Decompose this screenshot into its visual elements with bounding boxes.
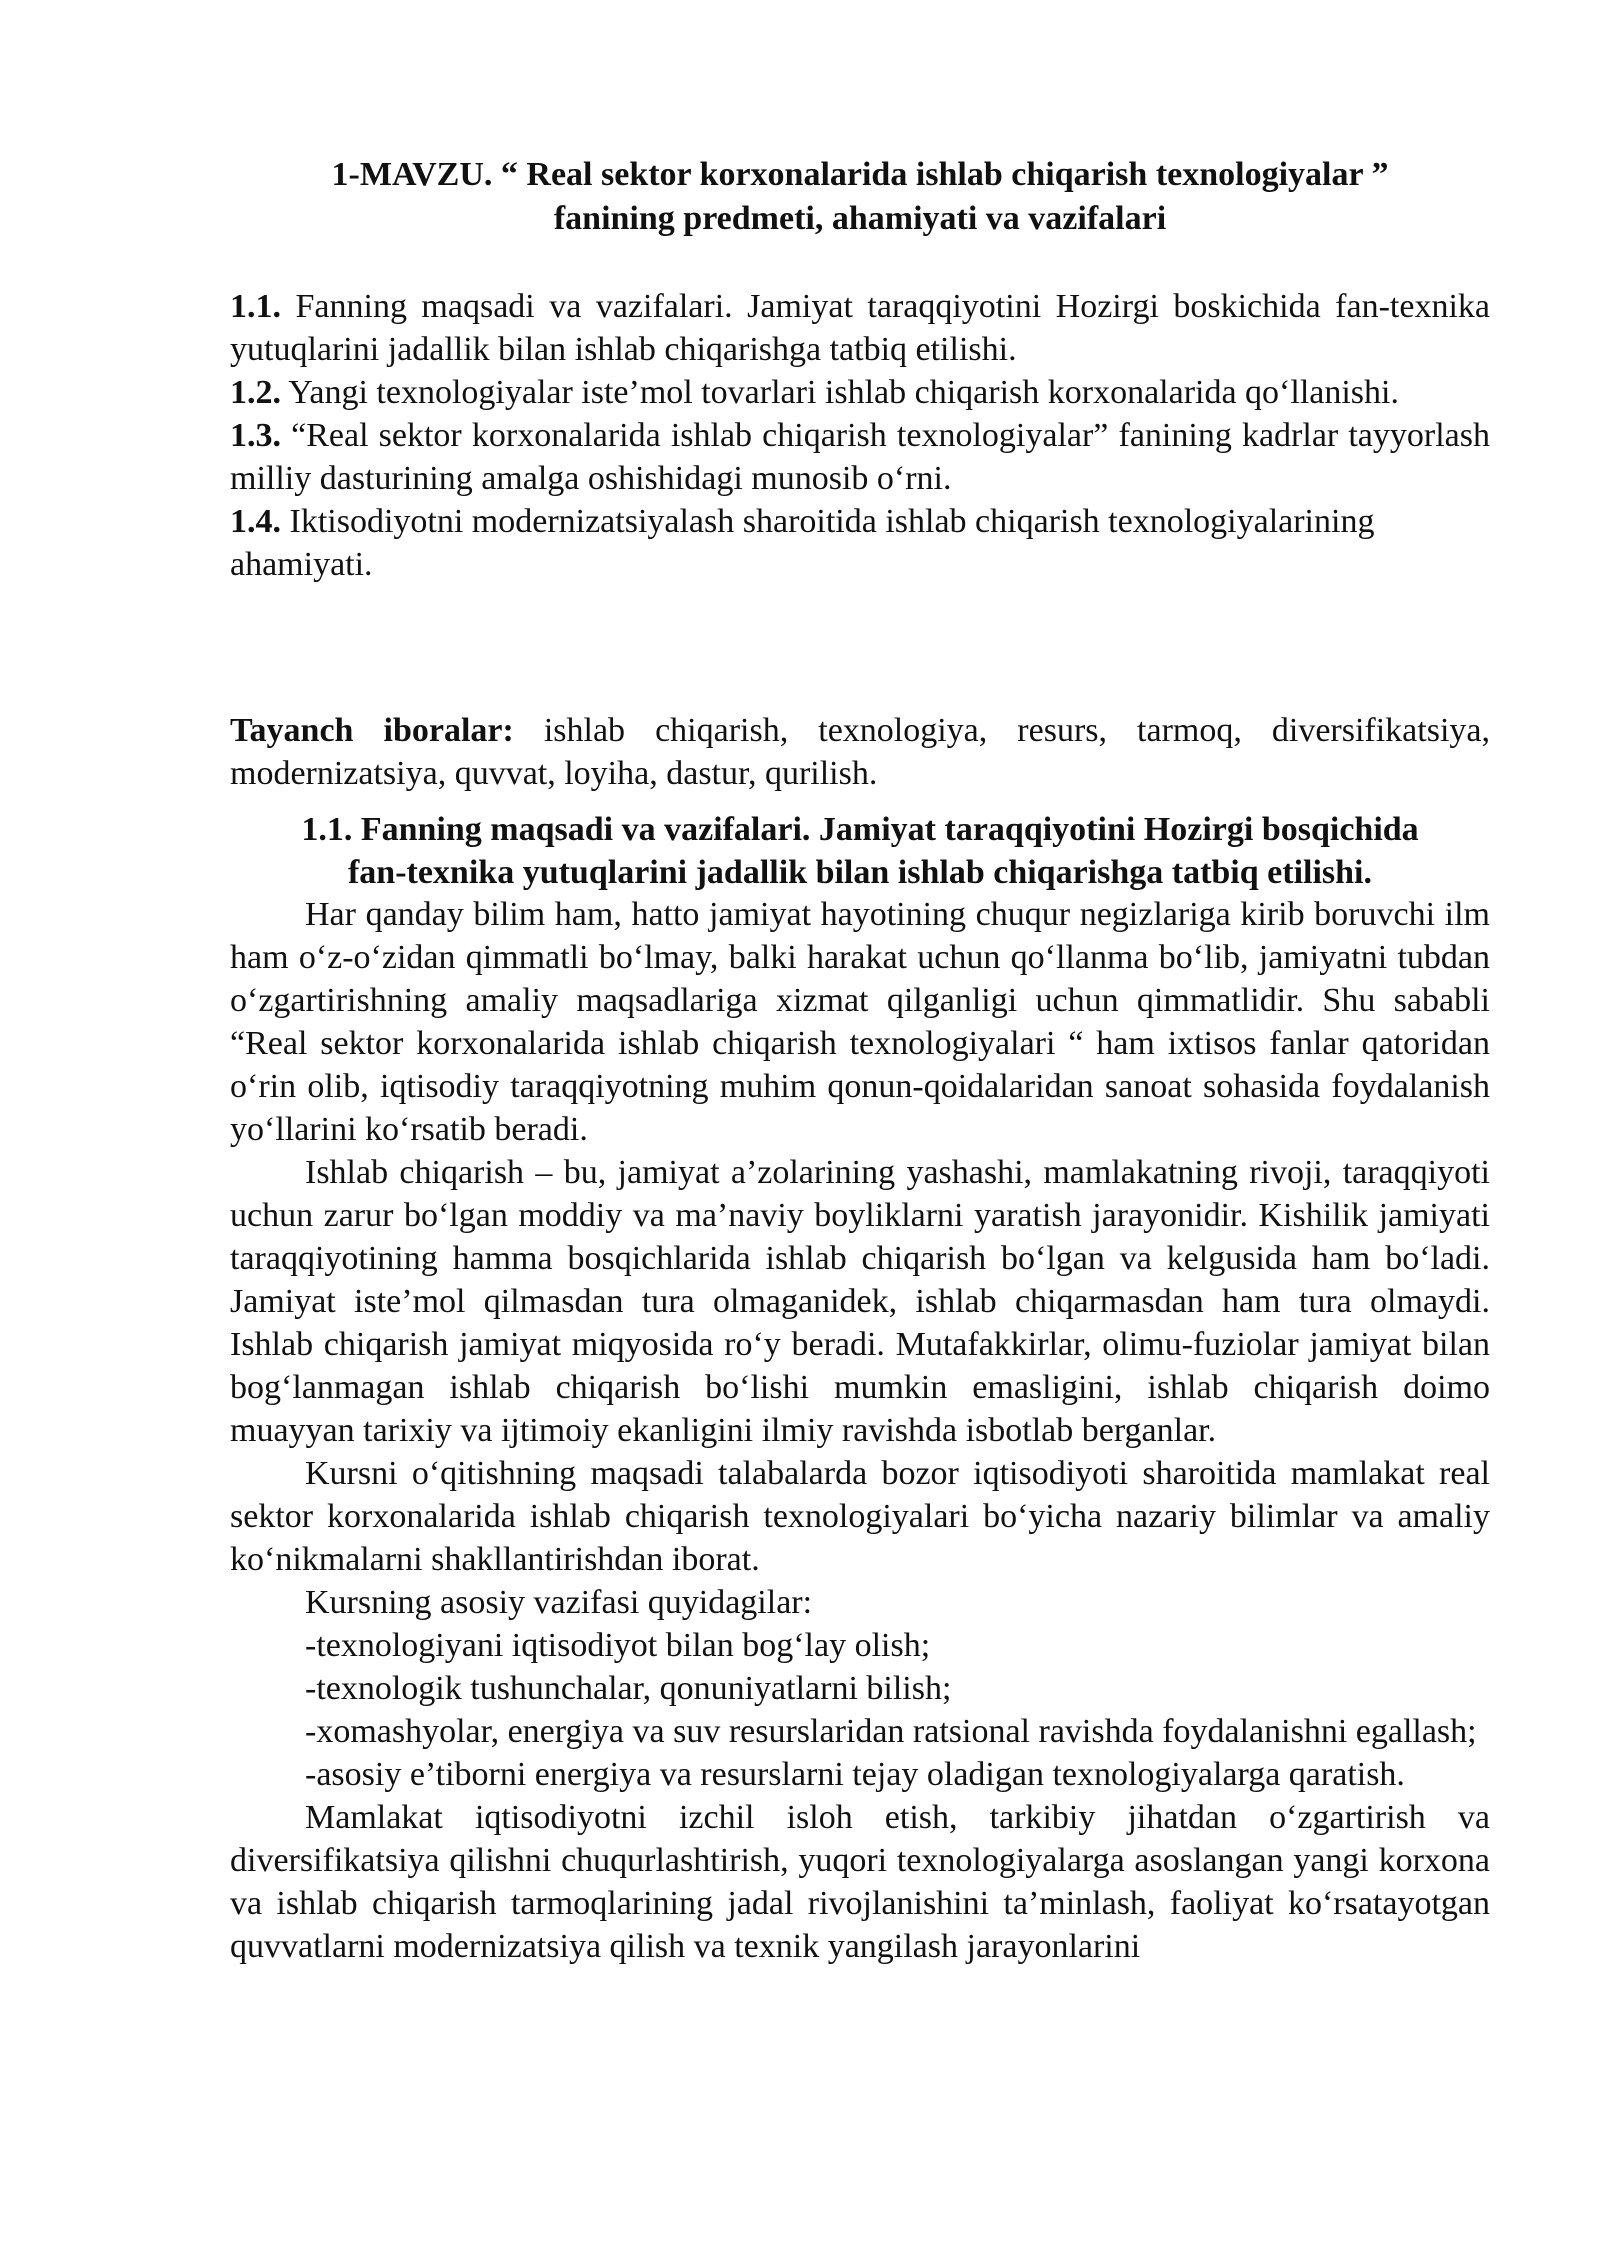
outline-item [230, 371, 1490, 414]
outline-text: Fanning maqsadi va vazifalari. Jamiyat taraqqiyotini Hozirgi boskichida fan-texnika yutuqlarini jadallik bilan ishlab chiqarishga tatbiq etilishi. [230, 288, 1490, 368]
outline-item [230, 414, 1490, 500]
section-heading-line-1: 1.1. Fanning maqsadi va vazifalari. Jamiyat taraqqiyotini Hozirgi bosqichida [301, 811, 1419, 848]
paragraph: Har qanday bilim ham, hatto jamiyat hayotining chuqur negizlariga kirib boruvchi ilm ham o‘z-o‘zidan qimmatli bo‘lmay, balki harakat uchun qo‘llanma bo‘lib, jamiyatni tubdan o‘zgartirishning amaliy maqsadlariga xizmat qilganligi uchun qimmatlidir. Shu sababli “Real sektor korxonalarida ishlab chiqarish texnologiyalari “ ham ixtisos fanlar qatoridan o‘rin olib, iqtisodiy taraqqiyotning muhim qonun-qoidalaridan sanoat sohasida foydalanish yo‘llarini ko‘rsatib beradi. [230, 896, 1490, 1148]
paragraph: Mamlakat iqtisodiyotni izchil isloh etish, tarkibiy jihatdan o‘zgartirish va diversifikatsiya qilishni chuqurlashtirish, yuqori texnologiyalarga asoslangan yangi korxona va ishlab chiqarish tarmoqlarining jadal rivojlanishini ta’minlash, faoliyat ko‘rsatayotgan quvvatlarni modernizatsiya qilish va texnik yangilash jarayonlarini [230, 1799, 1490, 1965]
section-heading [230, 808, 1490, 894]
key-terms-text: ishlab chiqarish, texnologiya, resurs, tarmoq, diversifikatsiya, modernizatsiya, quvvat, loyiha, dastur, qurilish. [230, 712, 1490, 792]
outline-text: “Real sektor korxonalarida ishlab chiqarish texnologiyalar” fanining kadrlar tayyorlash milliy dasturining amalga oshishidagi munosib o‘rni. [230, 417, 1490, 497]
paragraph: Ishlab chiqarish – bu, jamiyat a’zolarining yashashi, mamlakatning rivoji, taraqqiyoti uchun zarur bo‘lgan moddiy va ma’naviy boyliklarni yaratish jarayonidir. Kishilik jamiyati taraqqiyotining hamma bosqichlarida ishlab chiqarish bo‘lgan va kelgusida ham bo‘ladi. Jamiyat iste’mol qilmasdan tura olmaganidek, ishlab chiqarmasdan ham tura olmaydi. Ishlab chiqarish jamiyat miqyosida ro‘y beradi. Mutafakkirlar, olimu-fuziolar jamiyat bilan bog‘lanmagan ishlab chiqarish bo‘lishi mumkin emasligini, ishlab chiqarish doimo muayyan tarixiy va ijtimoiy ekanligini ilmiy ravishda isbotlab berganlar. [230, 1154, 1490, 1449]
outline-item [230, 285, 1490, 371]
section-heading-line-2: fan-texnika yutuqlarini jadallik bilan ishlab chiqarishga tatbiq etilishi. [347, 854, 1373, 891]
task-list-item: -xomashyolar, energiya va suv resurslaridan ratsional ravishda foydalanishni egallash; [305, 1713, 1477, 1750]
key-terms-label: Tayanch iboralar: [230, 712, 514, 749]
tasks-intro: Kursning asosiy vazifasi quyidagilar: [305, 1584, 813, 1621]
task-list-item: -texnologik tushunchalar, qonuniyatlarni bilish; [305, 1670, 952, 1707]
title-line-1: 1-MAVZU. “ Real sektor korxonalarida ishlab chiqarish texnologiyalar ” [331, 156, 1389, 193]
page-title [230, 153, 1490, 241]
task-list-item: -texnologiyani iqtisodiyot bilan bog‘lay olish; [305, 1627, 931, 1664]
outline-text: Iktisodiyotni modernizatsiyalash sharoitida ishlab chiqarish texnologiyalarining ahamiyati. [230, 503, 1375, 583]
outline-text: Yangi texnologiyalar iste’mol tovarlari ishlab chiqarish korxonalarida qo‘llanishi. [281, 374, 1399, 411]
title-line-2: fanining predmeti, ahamiyati va vazifalari [553, 200, 1167, 237]
key-terms [230, 709, 1490, 795]
outline-number: 1.3. [230, 417, 281, 454]
section-body [230, 893, 1490, 1968]
task-list-item: -asosiy e’tiborni energiya va resurslarni tejay oladigan texnologiyalarga qaratish. [305, 1756, 1405, 1793]
outline-item [230, 500, 1490, 586]
topic-outline [230, 285, 1490, 586]
outline-number: 1.1. [230, 288, 281, 325]
paragraph: Kursni o‘qitishning maqsadi talabalarda bozor iqtisodiyoti sharoitida mamlakat real sektor korxonalarida ishlab chiqarish texnologiyalari bo‘yicha nazariy bilimlar va amaliy ko‘nikmalarni shakllantirishdan iborat. [230, 1455, 1490, 1578]
outline-number: 1.4. [230, 503, 281, 540]
outline-number: 1.2. [230, 374, 281, 411]
